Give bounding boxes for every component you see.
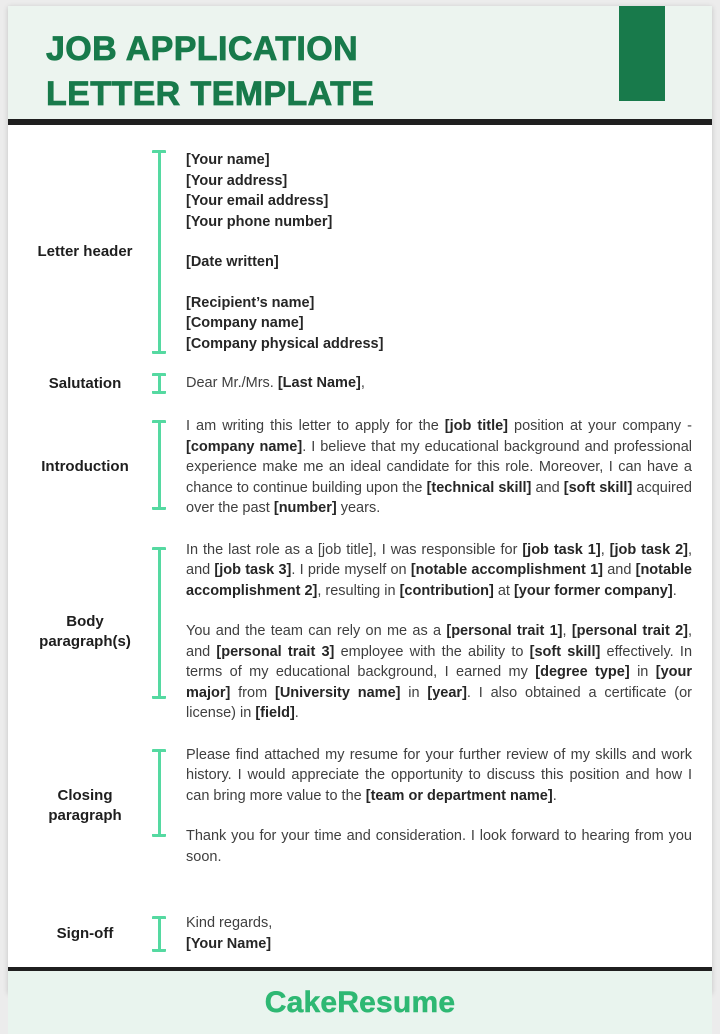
letter-line: Please find attached my resume for your further review of my skills and work history. I would appreciate the opportunity to discuss this position and how I can bring more value to the [team or department name].	[186, 746, 692, 804]
decorative-green-bar	[619, 6, 665, 101]
letter-line: You and the team can rely on me as a [personal trait 1], [personal trait 2], and [personal trait 3] employee with the ability to [soft skill] effectively. In terms of my educational background, I earned my [degree type] in [your major] from [University name] in [year]. I also obtained a certificate (or license) in [field].	[186, 623, 693, 721]
bracket-column-letter-header	[140, 150, 178, 354]
bracket-column-introduction	[140, 416, 178, 519]
section-bracket-icon	[152, 420, 166, 510]
section-letter-header	[30, 150, 692, 354]
letter-line: I am writing this letter to apply for the [job title] position at your company - [company name]. I believe that my educational background and professional experience make me an ideal candidate for this role. Moreover, I can have a chance to continue building upon the [technical skill] and [soft skill] acquired over the past [number] years.	[186, 418, 693, 516]
section-bracket-icon	[152, 916, 166, 952]
section-content-introduction	[178, 416, 692, 519]
section-bracket-icon	[152, 150, 166, 354]
section-bracket-icon	[152, 749, 166, 837]
section-sign-off	[30, 913, 692, 954]
page-title-line2: LETTER TEMPLATE	[46, 75, 375, 113]
section-content-salutation	[178, 373, 692, 394]
section-label-introduction: Introduction	[41, 458, 129, 476]
section-label-body-paragraphs: Body paragraph(s)	[39, 612, 131, 650]
letter-line: Thank you for your time and consideration. I look forward to hearing from you soon.	[186, 828, 692, 865]
document-header	[8, 6, 712, 119]
letter-line: [Your address]	[186, 172, 288, 189]
page-title-line1: JOB APPLICATION	[46, 30, 359, 68]
page-title	[46, 27, 712, 117]
letter-line: [Your phone number]	[186, 213, 333, 230]
letter-line: [Company physical address]	[186, 335, 384, 352]
section-label-sign-off: Sign-off	[56, 924, 114, 942]
section-label-closing-paragraph: Closing paragraph	[48, 786, 122, 824]
section-content-letter-header	[178, 150, 692, 354]
section-content-body-paragraphs	[178, 540, 692, 724]
letter-line: [Recipient’s name]	[186, 294, 315, 311]
brand-logo: CakeResume	[264, 985, 456, 1019]
section-bracket-icon	[152, 373, 166, 394]
letter-line: In the last role as a [job title], I was responsible for [job task 1], [job task 2], and [job task 3]. I pride myself on [notable accomplishment 1] and [notable accomplishment 2], resulting in [contribution] at [your former company].	[186, 541, 693, 599]
section-label-letter-header: Letter header	[37, 243, 133, 260]
letter-line: [Company name]	[186, 315, 304, 331]
letter-line: [Date written]	[186, 254, 279, 270]
bracket-column-salutation	[140, 373, 178, 394]
section-closing-paragraph	[30, 745, 692, 868]
section-body-paragraphs	[30, 540, 692, 724]
letter-sections	[8, 125, 712, 967]
section-introduction	[30, 416, 692, 519]
document-page	[8, 6, 712, 1019]
section-content-sign-off	[178, 913, 692, 954]
letter-line: [Your name]	[186, 152, 270, 168]
section-label-salutation: Salutation	[48, 374, 122, 392]
section-bracket-icon	[152, 547, 166, 699]
letter-line: Dear Mr./Mrs. [Last Name],	[186, 375, 365, 391]
letter-line: [Your Name]	[186, 935, 272, 952]
bracket-column-body-paragraphs	[140, 540, 178, 724]
letter-line: [Your email address]	[186, 193, 329, 209]
section-content-closing-paragraph	[178, 745, 692, 868]
section-salutation	[30, 373, 692, 394]
bracket-column-sign-off	[140, 913, 178, 954]
document-footer	[8, 971, 712, 1034]
bracket-column-closing-paragraph	[140, 745, 178, 868]
letter-line: Kind regards,	[186, 915, 273, 931]
